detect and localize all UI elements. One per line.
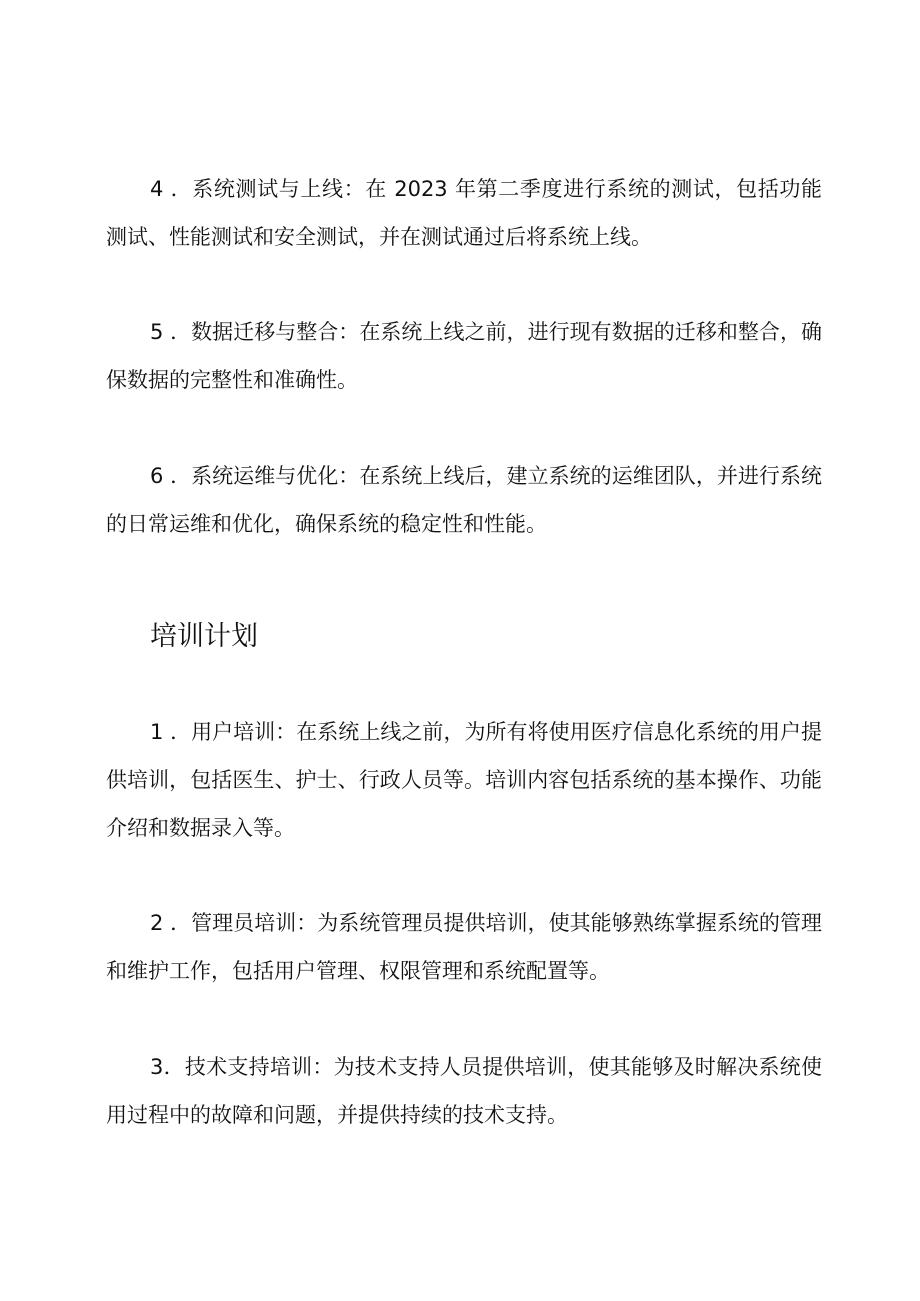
- section-heading: 培训计划: [150, 621, 258, 652]
- paragraph-item-6: 6 ．系统运维与优化：在系统上线后，建立系统的运维团队，并进行系统的日常运维和优化，确保系统的稳定性和性能。: [106, 464, 822, 536]
- paragraph-item-5: 5 ．数据迁移与整合：在系统上线之前，进行现有数据的迁移和整合，确保数据的完整性和准确性。: [106, 320, 822, 392]
- paragraph-item-4: 4 ．系统测试与上线：在 2023 年第二季度进行系统的测试，包括功能测试、性能测试和安全测试，并在测试通过后将系统上线。: [106, 177, 822, 249]
- paragraph-training-3: 3．技术支持培训：为技术支持人员提供培训，使其能够及时解决系统使用过程中的故障和问题，并提供持续的技术支持。: [106, 1055, 822, 1127]
- paragraph-training-1: 1 ．用户培训：在系统上线之前，为所有将使用医疗信息化系统的用户提供培训，包括医生、护士、行政人员等。培训内容包括系统的基本操作、功能介绍和数据录入等。: [106, 720, 822, 840]
- paragraph-training-2: 2 ．管理员培训：为系统管理员提供培训，使其能够熟练掌握系统的管理和维护工作，包括用户管理、权限管理和系统配置等。: [106, 911, 822, 983]
